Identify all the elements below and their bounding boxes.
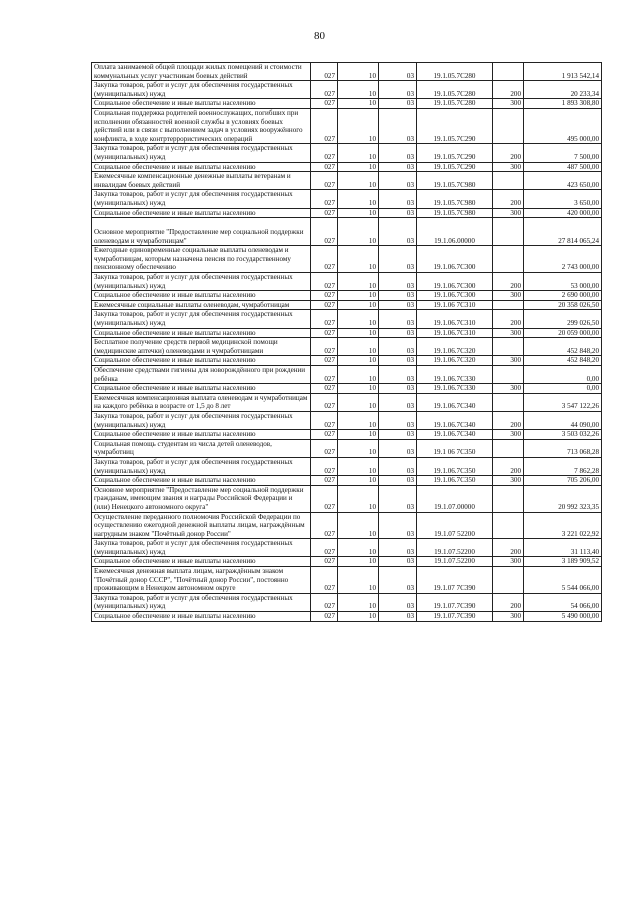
row-name-cell: Социальное обеспечение и иные выплаты населению [92,430,311,440]
row-subsection-cell: 03 [379,485,417,512]
row-section-cell: 10 [338,273,379,291]
table-row [92,246,602,273]
row-target-article-cell: 19.1.06.7С300 [417,291,493,301]
row-section-cell: 10 [338,328,379,338]
row-expense-type-cell [493,218,524,246]
row-target-article-cell: 19.1.07 7С390 [417,567,493,594]
row-subsection-cell: 03 [379,338,417,356]
row-admin-code-cell: 027 [311,512,338,539]
row-admin-code-cell: 027 [311,162,338,172]
row-amount-cell: 31 113,40 [524,539,602,557]
row-section-cell: 10 [338,246,379,273]
row-target-article-cell: 19.1.06.7С350 [417,476,493,486]
row-section-cell: 10 [338,393,379,411]
table-row [92,162,602,172]
row-section-cell: 10 [338,338,379,356]
row-amount-cell: 27 814 065,24 [524,218,602,246]
row-admin-code-cell: 027 [311,356,338,366]
row-section-cell: 10 [338,411,379,429]
row-name-cell: Социальное обеспечение и иные выплаты населению [92,99,311,109]
row-name-cell: Закупка товаров, работ и услуг для обеспечения государственных (муниципальных) нужд [92,81,311,99]
row-admin-code-cell: 027 [311,593,338,611]
row-subsection-cell: 03 [379,81,417,99]
row-amount-cell: 5 544 066,00 [524,567,602,594]
row-subsection-cell: 03 [379,99,417,109]
row-subsection-cell: 03 [379,162,417,172]
row-name-cell: Социальная поддержка родителей военнослужащих, погибших при исполнении обязанностей военной службы в условиях боевых действий или в связи с выполнением задач в условиях вооружённого конфликта, в ходе контртеррористических операций [92,108,311,143]
row-admin-code-cell: 027 [311,338,338,356]
row-expense-type-cell: 300 [493,384,524,394]
row-target-article-cell: 19.1.06.7С330 [417,366,493,384]
row-target-article-cell: 19.1.06.7С300 [417,273,493,291]
row-expense-type-cell: 200 [493,273,524,291]
row-expense-type-cell [493,108,524,143]
row-admin-code-cell: 027 [311,246,338,273]
row-expense-type-cell: 300 [493,476,524,486]
row-target-article-cell: 19.1.05.7С280 [417,81,493,99]
table-row [92,593,602,611]
row-amount-cell: 7 500,00 [524,144,602,162]
row-section-cell: 10 [338,190,379,208]
row-name-cell: Ежемесячные социальные выплаты оленеводам, чумработницам [92,300,311,310]
table-row [92,310,602,328]
row-section-cell: 10 [338,512,379,539]
table-row [92,476,602,486]
row-section-cell: 10 [338,172,379,190]
table-row [92,144,602,162]
table-row [92,393,602,411]
row-target-article-cell: 19.1.06.7С350 [417,457,493,475]
table-row [92,384,602,394]
row-admin-code-cell: 027 [311,81,338,99]
table-row [92,218,602,246]
row-section-cell: 10 [338,81,379,99]
row-subsection-cell: 03 [379,539,417,557]
row-name-cell: Бесплатное получение средств первой медицинской помощи (медицинские аптечки) оленеводами и чумработницами [92,338,311,356]
row-admin-code-cell: 027 [311,273,338,291]
row-expense-type-cell: 300 [493,612,524,622]
row-expense-type-cell: 200 [493,144,524,162]
row-target-article-cell: 19.1.05.7С280 [417,99,493,109]
row-amount-cell: 0,00 [524,384,602,394]
row-admin-code-cell: 027 [311,557,338,567]
row-name-cell: Социальное обеспечение и иные выплаты населению [92,612,311,622]
row-name-cell: Закупка товаров, работ и услуг для обеспечения государственных (муниципальных) нужд [92,273,311,291]
row-expense-type-cell: 300 [493,328,524,338]
row-target-article-cell: 19.1.07 52200 [417,512,493,539]
row-section-cell: 10 [338,476,379,486]
row-section-cell: 10 [338,291,379,301]
row-section-cell: 10 [338,356,379,366]
table-row [92,457,602,475]
row-section-cell: 10 [338,144,379,162]
row-expense-type-cell: 300 [493,162,524,172]
row-section-cell: 10 [338,567,379,594]
table-row [92,485,602,512]
row-name-cell: Основное мероприятие "Предоставление мер социальной поддержки гражданам, имеющим звания и награды Российской Федерации и (или) Ненецкого автономного округа" [92,485,311,512]
table-row [92,172,602,190]
row-target-article-cell: 19.1.06.7С330 [417,384,493,394]
row-expense-type-cell: 300 [493,208,524,218]
row-subsection-cell: 03 [379,457,417,475]
row-admin-code-cell: 027 [311,567,338,594]
row-section-cell: 10 [338,108,379,143]
row-admin-code-cell: 027 [311,366,338,384]
row-expense-type-cell: 200 [493,457,524,475]
row-expense-type-cell: 300 [493,430,524,440]
row-target-article-cell: 19.1.06.7С310 [417,310,493,328]
page-number: 80 [314,30,325,42]
row-admin-code-cell: 027 [311,328,338,338]
row-section-cell: 10 [338,593,379,611]
row-target-article-cell: 19.1.06.7С340 [417,411,493,429]
row-amount-cell: 452 848,20 [524,356,602,366]
row-admin-code-cell: 027 [311,99,338,109]
row-subsection-cell: 03 [379,328,417,338]
row-admin-code-cell: 027 [311,539,338,557]
row-target-article-cell: 19.1.05.7С980 [417,190,493,208]
row-target-article-cell: 19.1.07.7С390 [417,593,493,611]
table-row [92,411,602,429]
row-admin-code-cell: 027 [311,476,338,486]
table-row [92,338,602,356]
table-row [92,108,602,143]
row-expense-type-cell [493,172,524,190]
row-target-article-cell: 19.1.06.7С340 [417,430,493,440]
row-name-cell: Закупка товаров, работ и услуг для обеспечения государственных (муниципальных) нужд [92,539,311,557]
row-admin-code-cell: 027 [311,439,338,457]
row-section-cell: 10 [338,430,379,440]
row-expense-type-cell: 300 [493,557,524,567]
row-amount-cell: 495 000,00 [524,108,602,143]
row-expense-type-cell: 300 [493,356,524,366]
row-name-cell: Социальное обеспечение и иные выплаты населению [92,557,311,567]
budget-table [91,62,602,622]
row-target-article-cell: 19.1.06.7С320 [417,356,493,366]
row-amount-cell: 3 189 909,52 [524,557,602,567]
row-subsection-cell: 03 [379,393,417,411]
row-amount-cell: 0,00 [524,366,602,384]
row-subsection-cell: 03 [379,63,417,81]
row-amount-cell: 53 000,00 [524,273,602,291]
row-subsection-cell: 03 [379,384,417,394]
row-amount-cell: 20 233,34 [524,81,602,99]
row-admin-code-cell: 027 [311,291,338,301]
row-expense-type-cell: 200 [493,190,524,208]
budget-table-body [92,63,602,622]
row-subsection-cell: 03 [379,366,417,384]
row-name-cell: Основное мероприятие "Предоставление мер социальной поддержки оленеводам и чумработницам" [92,218,311,246]
row-name-cell: Социальное обеспечение и иные выплаты населению [92,384,311,394]
row-expense-type-cell: 300 [493,291,524,301]
table-row [92,539,602,557]
row-expense-type-cell: 200 [493,539,524,557]
row-amount-cell: 713 068,28 [524,439,602,457]
row-expense-type-cell [493,567,524,594]
row-name-cell: Социальное обеспечение и иные выплаты населению [92,328,311,338]
row-expense-type-cell [493,246,524,273]
row-expense-type-cell [493,338,524,356]
row-name-cell: Ежемесячная денежная выплата лицам, награждённым знаком "Почётный донор СССР", "Почётный донор России", постоянно проживающим в Ненецком автономном округе [92,567,311,594]
row-name-cell: Закупка товаров, работ и услуг для обеспечения государственных (муниципальных) нужд [92,144,311,162]
row-subsection-cell: 03 [379,246,417,273]
row-target-article-cell: 19.1.07.52200 [417,557,493,567]
table-row [92,63,602,81]
row-amount-cell: 44 090,00 [524,411,602,429]
row-name-cell: Закупка товаров, работ и услуг для обеспечения государственных (муниципальных) нужд [92,457,311,475]
row-subsection-cell: 03 [379,430,417,440]
row-amount-cell: 1 913 542,14 [524,63,602,81]
row-section-cell: 10 [338,208,379,218]
row-section-cell: 10 [338,300,379,310]
row-subsection-cell: 03 [379,208,417,218]
row-target-article-cell: 19.1.06.7С310 [417,328,493,338]
row-amount-cell: 20 992 323,35 [524,485,602,512]
row-name-cell: Социальное обеспечение и иные выплаты населению [92,476,311,486]
row-amount-cell: 3 503 032,26 [524,430,602,440]
row-name-cell: Социальное обеспечение и иные выплаты населению [92,356,311,366]
row-target-article-cell: 19.1.07.7С390 [417,612,493,622]
row-amount-cell: 2 690 000,00 [524,291,602,301]
row-admin-code-cell: 027 [311,457,338,475]
row-target-article-cell: 19.1.06.7С340 [417,393,493,411]
row-amount-cell: 3 547 122,26 [524,393,602,411]
row-name-cell: Социальное обеспечение и иные выплаты населению [92,291,311,301]
row-target-article-cell: 19.1 06 7С350 [417,439,493,457]
row-name-cell: Ежегодные единовременные социальные выплаты оленеводам и чумработницам, которым назначена пенсия по государственному пенсионному обеспечению [92,246,311,273]
table-row [92,81,602,99]
table-row [92,300,602,310]
row-expense-type-cell [493,485,524,512]
row-admin-code-cell: 027 [311,430,338,440]
row-admin-code-cell: 027 [311,310,338,328]
table-row [92,612,602,622]
row-expense-type-cell [493,439,524,457]
row-target-article-cell: 19.1.05.7С980 [417,172,493,190]
row-amount-cell: 3 221 022,92 [524,512,602,539]
row-subsection-cell: 03 [379,476,417,486]
row-admin-code-cell: 027 [311,393,338,411]
row-amount-cell: 1 893 308,80 [524,99,602,109]
row-amount-cell: 3 650,00 [524,190,602,208]
row-subsection-cell: 03 [379,300,417,310]
row-expense-type-cell: 200 [493,593,524,611]
row-target-article-cell: 19.1.06.7С300 [417,246,493,273]
row-expense-type-cell: 200 [493,411,524,429]
row-section-cell: 10 [338,218,379,246]
table-row [92,430,602,440]
table-row [92,208,602,218]
row-name-cell: Оплата занимаемой общей площади жилых помещений и стоимости коммунальных услуг участникам боевых действий [92,63,311,81]
row-subsection-cell: 03 [379,557,417,567]
row-expense-type-cell [493,366,524,384]
row-amount-cell: 5 490 000,00 [524,612,602,622]
row-target-article-cell: 19.1.05.7С290 [417,162,493,172]
row-name-cell: Закупка товаров, работ и услуг для обеспечения государственных (муниципальных) нужд [92,593,311,611]
row-amount-cell: 705 206,00 [524,476,602,486]
row-expense-type-cell [493,300,524,310]
row-name-cell: Ежемесячная компенсационная выплата оленеводам и чумработницам на каждого ребёнка в возрасте от 1,5 до 8 лет [92,393,311,411]
table-row [92,190,602,208]
table-row [92,439,602,457]
row-amount-cell: 420 000,00 [524,208,602,218]
row-amount-cell: 299 026,50 [524,310,602,328]
row-amount-cell: 54 066,00 [524,593,602,611]
row-subsection-cell: 03 [379,291,417,301]
row-name-cell: Закупка товаров, работ и услуг для обеспечения государственных (муниципальных) нужд [92,411,311,429]
row-target-article-cell: 19.1.06 7С310 [417,300,493,310]
row-subsection-cell: 03 [379,273,417,291]
row-admin-code-cell: 027 [311,108,338,143]
row-subsection-cell: 03 [379,172,417,190]
row-subsection-cell: 03 [379,190,417,208]
table-row [92,273,602,291]
row-section-cell: 10 [338,539,379,557]
row-name-cell: Социальное обеспечение и иные выплаты населению [92,208,311,218]
row-admin-code-cell: 027 [311,172,338,190]
row-name-cell: Ежемесячные компенсационные денежные выплаты ветеранам и инвалидам боевых действий [92,172,311,190]
row-target-article-cell: 19.1.05.7С290 [417,108,493,143]
row-amount-cell: 452 848,20 [524,338,602,356]
row-admin-code-cell: 027 [311,612,338,622]
row-expense-type-cell: 300 [493,99,524,109]
row-subsection-cell: 03 [379,593,417,611]
row-section-cell: 10 [338,63,379,81]
row-name-cell: Обеспечение средствами гигиены для новорождённого при рождении ребёнка [92,366,311,384]
row-admin-code-cell: 027 [311,384,338,394]
row-section-cell: 10 [338,310,379,328]
row-admin-code-cell: 027 [311,218,338,246]
row-section-cell: 10 [338,366,379,384]
row-name-cell: Закупка товаров, работ и услуг для обеспечения государственных (муниципальных) нужд [92,310,311,328]
row-subsection-cell: 03 [379,356,417,366]
row-subsection-cell: 03 [379,439,417,457]
row-subsection-cell: 03 [379,612,417,622]
row-section-cell: 10 [338,162,379,172]
row-name-cell: Социальное обеспечение и иные выплаты населению [92,162,311,172]
row-admin-code-cell: 027 [311,63,338,81]
row-expense-type-cell [493,63,524,81]
row-admin-code-cell: 027 [311,411,338,429]
table-row [92,328,602,338]
row-amount-cell: 20 358 026,50 [524,300,602,310]
row-target-article-cell: 19.1.05.7С280 [417,63,493,81]
row-admin-code-cell: 027 [311,144,338,162]
row-name-cell: Закупка товаров, работ и услуг для обеспечения государственных (муниципальных) нужд [92,190,311,208]
row-amount-cell: 2 743 000,00 [524,246,602,273]
row-expense-type-cell: 200 [493,81,524,99]
row-amount-cell: 20 059 000,00 [524,328,602,338]
row-amount-cell: 423 650,00 [524,172,602,190]
table-row [92,366,602,384]
table-row [92,99,602,109]
row-section-cell: 10 [338,99,379,109]
row-subsection-cell: 03 [379,144,417,162]
row-subsection-cell: 03 [379,567,417,594]
row-admin-code-cell: 027 [311,300,338,310]
table-row [92,291,602,301]
row-subsection-cell: 03 [379,512,417,539]
row-subsection-cell: 03 [379,310,417,328]
row-target-article-cell: 19.1.05.7С980 [417,208,493,218]
row-admin-code-cell: 027 [311,485,338,512]
row-target-article-cell: 19.1.07.52200 [417,539,493,557]
row-section-cell: 10 [338,384,379,394]
row-admin-code-cell: 027 [311,190,338,208]
row-expense-type-cell [493,393,524,411]
table-row [92,567,602,594]
row-name-cell: Социальная помощь студентам из числа детей оленеводов, чумработниц [92,439,311,457]
row-section-cell: 10 [338,439,379,457]
row-expense-type-cell: 200 [493,310,524,328]
table-row [92,557,602,567]
row-section-cell: 10 [338,557,379,567]
row-subsection-cell: 03 [379,218,417,246]
row-target-article-cell: 19.1.06.7С320 [417,338,493,356]
row-section-cell: 10 [338,485,379,512]
row-section-cell: 10 [338,612,379,622]
row-amount-cell: 7 862,28 [524,457,602,475]
row-target-article-cell: 19.1.05.7С290 [417,144,493,162]
table-row [92,356,602,366]
row-expense-type-cell [493,512,524,539]
row-subsection-cell: 03 [379,411,417,429]
row-target-article-cell: 19.1.07.00000 [417,485,493,512]
row-amount-cell: 487 500,00 [524,162,602,172]
row-admin-code-cell: 027 [311,208,338,218]
row-name-cell: Осуществление переданного полномочия Российской Федерации по осуществлению ежегодной денежной выплаты лицам, награждённым нагрудным знаком "Почётный донор России" [92,512,311,539]
row-target-article-cell: 19.1.06.00000 [417,218,493,246]
row-subsection-cell: 03 [379,108,417,143]
table-row [92,512,602,539]
row-section-cell: 10 [338,457,379,475]
